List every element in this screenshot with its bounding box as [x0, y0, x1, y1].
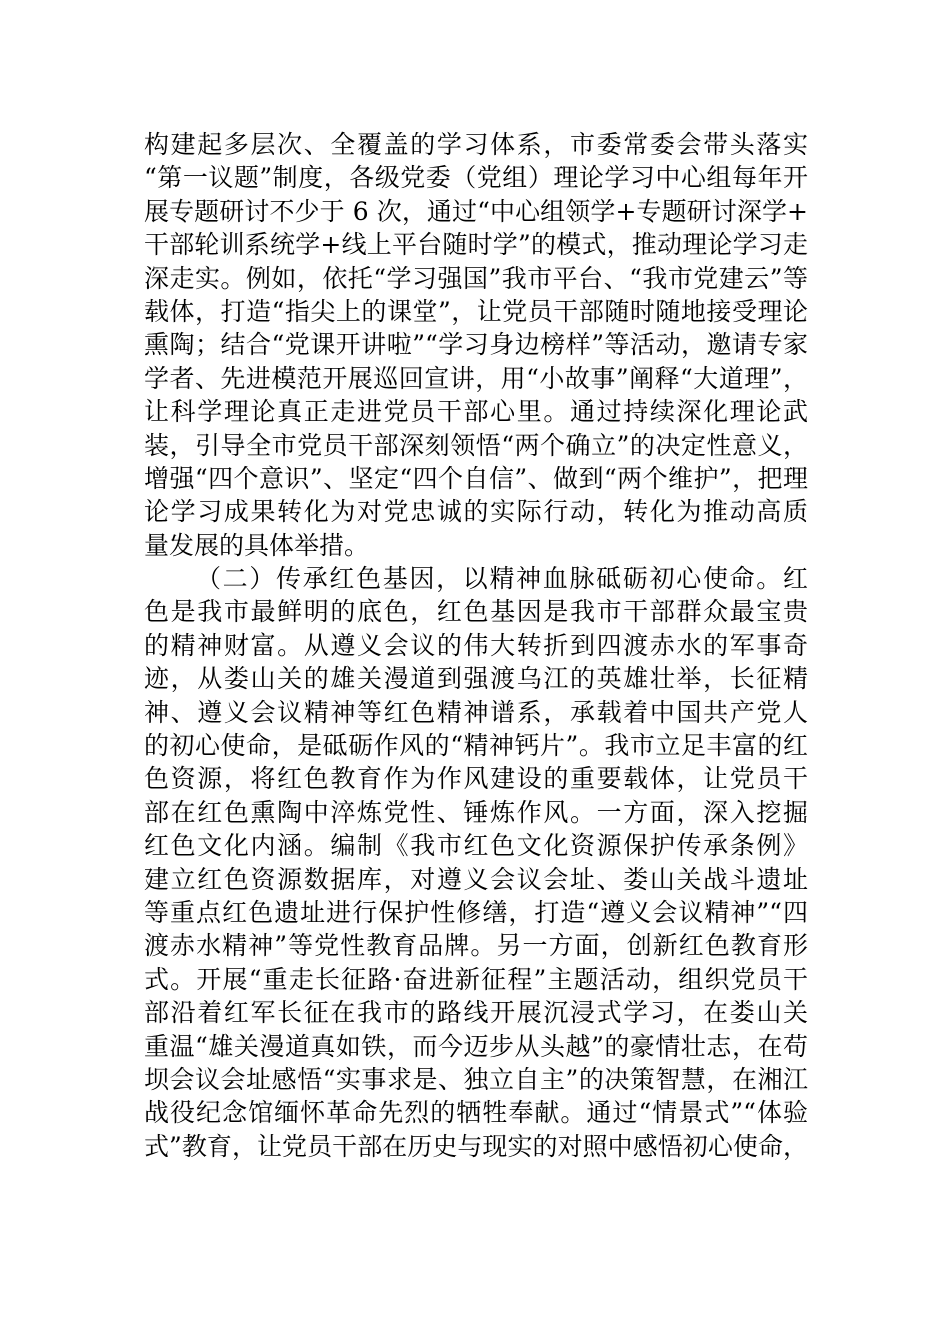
text-line: 坝会议会址感悟“实事求是、独立自主”的决策智慧，在湘江	[144, 1064, 808, 1094]
text-line: 量发展的具体举措。	[144, 530, 370, 560]
text-line: 干部轮训系统学+线上平台随时学”的模式，推动理论学习走	[144, 230, 808, 260]
text-line: 构建起多层次、全覆盖的学习体系，市委常委会带头落实	[144, 130, 808, 159]
text-line: 增强“四个意识”、坚定“四个自信”、做到“两个维护”，把理	[144, 463, 808, 493]
text-line: 重温“雄关漫道真如铁，而今迈步从头越”的豪情壮志，在苟	[144, 1031, 808, 1061]
text-line: 展专题研讨不少于 6 次，通过“中心组领学+专题研讨深学+	[144, 196, 808, 226]
text-line: 载体，打造“指尖上的课堂”，让党员干部随时随地接受理论	[144, 296, 808, 326]
text-line: “第一议题”制度，各级党委（党组）理论学习中心组每年开	[144, 163, 808, 193]
text-line: 论学习成果转化为对党忠诚的实际行动，转化为推动高质	[144, 497, 808, 527]
paragraph-red-gene	[144, 562, 808, 1163]
text-line: 让科学理论真正走进党员干部心里。通过持续深化理论武	[144, 397, 808, 427]
text-line: 色资源，将红色教育作为作风建设的重要载体，让党员干	[144, 764, 808, 794]
text-line: 熏陶；结合“党课开讲啦”“学习身边榜样”等活动，邀请专家	[144, 330, 808, 360]
section-heading-line: （二）传承红色基因，以精神血脉砥砺初心使命。红	[196, 564, 808, 594]
text-line: 学者、先进模范开展巡回宣讲，用“小故事”阐释“大道理”，	[144, 363, 808, 393]
text-line: 部沿着红军长征在我市的路线开展沉浸式学习，在娄山关	[144, 998, 808, 1028]
text-line: 的初心使命，是砥砺作风的“精神钙片”。我市立足丰富的红	[144, 731, 808, 761]
text-line: 深走实。例如，依托“学习强国”我市平台、“我市党建云”等	[144, 263, 808, 293]
text-line: 的精神财富。从遵义会议的伟大转折到四渡赤水的军事奇	[144, 630, 808, 660]
text-line: 式。开展“重走长征路·奋进新征程”主题活动，组织党员干	[144, 964, 808, 994]
document-page	[144, 128, 808, 1163]
text-line: 红色文化内涵。编制《我市红色文化资源保护传承条例》	[144, 831, 808, 861]
text-line: 建立红色资源数据库，对遵义会议会址、娄山关战斗遗址	[144, 864, 808, 894]
text-line: 神、遵义会议精神等红色精神谱系，承载着中国共产党人	[144, 697, 808, 727]
text-line: 渡赤水精神”等党性教育品牌。另一方面，创新红色教育形	[144, 931, 808, 961]
paragraph-theory-study	[144, 128, 808, 562]
text-line: 装，引导全市党员干部深刻领悟“两个确立”的决定性意义，	[144, 430, 808, 460]
text-line: 战役纪念馆缅怀革命先烈的牺牲奉献。通过“情景式”“体验	[144, 1098, 808, 1128]
text-line: 色是我市最鲜明的底色，红色基因是我市干部群众最宝贵	[144, 597, 808, 627]
text-line: 等重点红色遗址进行保护性修缮，打造“遵义会议精神”“四	[144, 897, 808, 927]
text-line: 迹，从娄山关的雄关漫道到强渡乌江的英雄壮举，长征精	[144, 664, 808, 694]
text-line: 式”教育，让党员干部在历史与现实的对照中感悟初心使命，	[144, 1131, 808, 1161]
text-line: 部在红色熏陶中淬炼党性、锤炼作风。一方面，深入挖掘	[144, 797, 808, 827]
